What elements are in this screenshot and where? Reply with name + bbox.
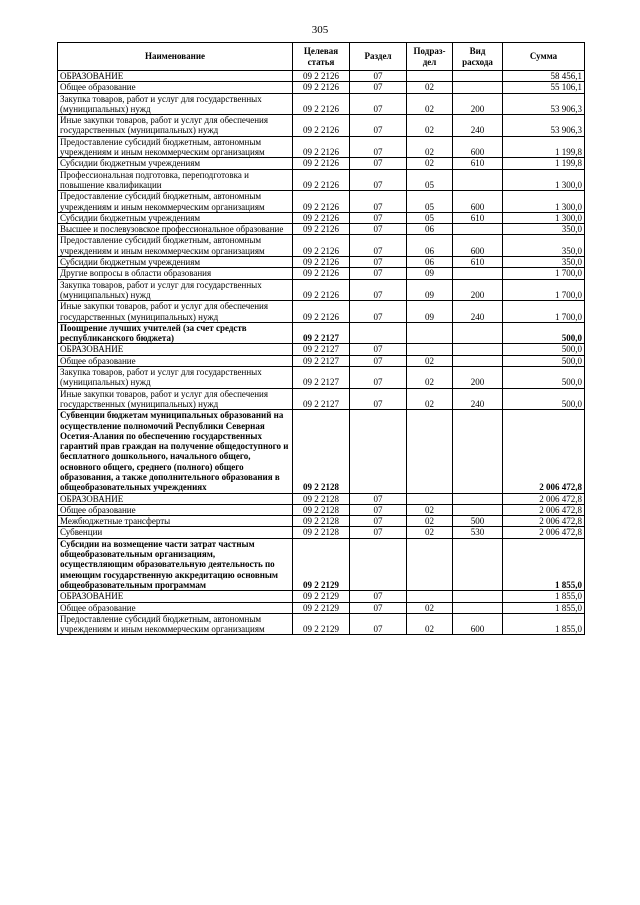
cell-code: 09 2 2126 (293, 279, 350, 301)
cell-name: Субсидии бюджетным учреждениям (58, 158, 293, 169)
header-section: Раздел (350, 43, 407, 71)
table-row (58, 538, 585, 590)
cell-name: Закупка товаров, работ и услуг для государственных (муниципальных) нужд (58, 279, 293, 301)
cell-code: 09 2 2126 (293, 301, 350, 323)
cell-expense-type (453, 344, 503, 355)
cell-name: Предоставление субсидий бюджетным, автономным учреждениям и иным некоммерческим организациям (58, 191, 293, 213)
cell-name: Общее образование (58, 355, 293, 366)
cell-section: 07 (350, 301, 407, 323)
cell-code: 09 2 2126 (293, 169, 350, 191)
cell-section: 07 (350, 355, 407, 366)
cell-subsection: 05 (407, 212, 453, 223)
cell-amount: 53 906,3 (503, 93, 585, 115)
cell-name: Иные закупки товаров, работ и услуг для обеспечения государственных (муниципальных) нужд (58, 115, 293, 137)
cell-subsection (407, 322, 453, 344)
cell-expense-type (453, 410, 503, 493)
cell-section: 07 (350, 367, 407, 389)
table-row (58, 191, 585, 213)
cell-subsection: 02 (407, 93, 453, 115)
cell-code: 09 2 2126 (293, 93, 350, 115)
cell-subsection: 05 (407, 191, 453, 213)
table-row (58, 268, 585, 279)
cell-expense-type: 600 (453, 613, 503, 635)
cell-code: 09 2 2126 (293, 71, 350, 82)
cell-section: 07 (350, 82, 407, 93)
cell-amount: 1 855,0 (503, 538, 585, 590)
cell-subsection: 02 (407, 504, 453, 515)
cell-subsection: 02 (407, 602, 453, 613)
cell-code: 09 2 2127 (293, 344, 350, 355)
header-expense-type: Вид расхода (453, 43, 503, 71)
cell-subsection: 02 (407, 158, 453, 169)
cell-amount: 500,0 (503, 355, 585, 366)
cell-expense-type (453, 169, 503, 191)
cell-name: Предоставление субсидий бюджетным, автономным учреждениям и иным некоммерческим организациям (58, 136, 293, 158)
cell-code: 09 2 2126 (293, 191, 350, 213)
cell-code: 09 2 2126 (293, 136, 350, 158)
cell-expense-type: 610 (453, 257, 503, 268)
header-subsection: Подраз- дел (407, 43, 453, 71)
page-number: 305 (311, 24, 329, 36)
cell-expense-type: 240 (453, 388, 503, 410)
cell-name: Другие вопросы в области образования (58, 268, 293, 279)
cell-name: ОБРАЗОВАНИЕ (58, 344, 293, 355)
budget-table (57, 42, 585, 635)
table-row (58, 301, 585, 323)
cell-amount: 2 006 472,8 (503, 527, 585, 538)
cell-expense-type (453, 224, 503, 235)
table-row (58, 355, 585, 366)
table-row (58, 516, 585, 527)
cell-name: Общее образование (58, 82, 293, 93)
cell-subsection: 02 (407, 388, 453, 410)
table-row (58, 527, 585, 538)
cell-code: 09 2 2129 (293, 538, 350, 590)
cell-section: 07 (350, 602, 407, 613)
cell-amount: 1 700,0 (503, 268, 585, 279)
cell-subsection: 09 (407, 279, 453, 301)
table-row (58, 602, 585, 613)
table-row (58, 136, 585, 158)
cell-section: 07 (350, 268, 407, 279)
cell-expense-type (453, 322, 503, 344)
cell-name: Субвенции бюджетам муниципальных образований на осуществление полномочий Республики Северная Осетия-Алания по обеспечению государственных гарантий прав граждан на получение общедоступного и бесплатного дошкольного, начального общего, основного общего, среднего (полного) общего образования, а также дополнительного образования в общеобразовательных учреждениях (58, 410, 293, 493)
cell-expense-type: 600 (453, 235, 503, 257)
cell-code: 09 2 2126 (293, 82, 350, 93)
table-row (58, 224, 585, 235)
cell-section: 07 (350, 191, 407, 213)
cell-subsection (407, 71, 453, 82)
table-row (58, 169, 585, 191)
cell-section: 07 (350, 71, 407, 82)
cell-code: 09 2 2127 (293, 355, 350, 366)
table-row (58, 493, 585, 504)
cell-section: 07 (350, 136, 407, 158)
cell-name: Межбюджетные трансферты (58, 516, 293, 527)
cell-expense-type (453, 82, 503, 93)
cell-subsection: 09 (407, 268, 453, 279)
table-row (58, 322, 585, 344)
cell-subsection: 06 (407, 224, 453, 235)
cell-code: 09 2 2129 (293, 602, 350, 613)
cell-code: 09 2 2127 (293, 322, 350, 344)
cell-amount: 2 006 472,8 (503, 516, 585, 527)
cell-amount: 500,0 (503, 388, 585, 410)
cell-code: 09 2 2126 (293, 268, 350, 279)
cell-code: 09 2 2126 (293, 212, 350, 223)
cell-name: Субсидии на возмещение части затрат частным общеобразовательным организациям, осуществляющим образовательную деятельность по имеющим государственную аккредитацию основным общеобразовательным программам (58, 538, 293, 590)
cell-section: 07 (350, 279, 407, 301)
cell-name: Предоставление субсидий бюджетным, автономным учреждениям и иным некоммерческим организациям (58, 235, 293, 257)
cell-section: 07 (350, 235, 407, 257)
cell-name: Иные закупки товаров, работ и услуг для обеспечения государственных (муниципальных) нужд (58, 388, 293, 410)
cell-section (350, 322, 407, 344)
table-row (58, 388, 585, 410)
cell-section: 07 (350, 93, 407, 115)
cell-name: Предоставление субсидий бюджетным, автономным учреждениям и иным некоммерческим организациям (58, 613, 293, 635)
table-row (58, 158, 585, 169)
cell-expense-type: 200 (453, 93, 503, 115)
cell-expense-type (453, 538, 503, 590)
cell-name: ОБРАЗОВАНИЕ (58, 493, 293, 504)
cell-subsection (407, 591, 453, 602)
cell-name: Высшее и послевузовское профессиональное образование (58, 224, 293, 235)
cell-subsection: 02 (407, 527, 453, 538)
cell-amount: 1 700,0 (503, 279, 585, 301)
cell-section: 07 (350, 158, 407, 169)
cell-name: Закупка товаров, работ и услуг для государственных (муниципальных) нужд (58, 367, 293, 389)
cell-subsection: 06 (407, 257, 453, 268)
cell-amount: 350,0 (503, 257, 585, 268)
cell-section: 07 (350, 115, 407, 137)
cell-subsection: 02 (407, 516, 453, 527)
cell-subsection: 02 (407, 367, 453, 389)
cell-amount: 53 906,3 (503, 115, 585, 137)
table-row (58, 279, 585, 301)
table-row (58, 591, 585, 602)
cell-name: Субвенции (58, 527, 293, 538)
cell-expense-type: 240 (453, 115, 503, 137)
cell-subsection: 02 (407, 136, 453, 158)
cell-amount: 1 855,0 (503, 613, 585, 635)
cell-subsection (407, 493, 453, 504)
cell-code: 09 2 2128 (293, 493, 350, 504)
table-row (58, 71, 585, 82)
cell-name: Профессиональная подготовка, переподготовка и повышение квалификации (58, 169, 293, 191)
cell-amount: 2 006 472,8 (503, 493, 585, 504)
cell-code: 09 2 2126 (293, 158, 350, 169)
table-row (58, 504, 585, 515)
cell-subsection: 05 (407, 169, 453, 191)
cell-amount: 1 855,0 (503, 602, 585, 613)
cell-subsection (407, 410, 453, 493)
cell-code: 09 2 2126 (293, 235, 350, 257)
cell-expense-type: 200 (453, 367, 503, 389)
cell-name: ОБРАЗОВАНИЕ (58, 591, 293, 602)
cell-amount: 1 300,0 (503, 169, 585, 191)
cell-section: 07 (350, 516, 407, 527)
cell-code: 09 2 2129 (293, 591, 350, 602)
cell-code: 09 2 2128 (293, 410, 350, 493)
cell-expense-type: 600 (453, 136, 503, 158)
cell-amount: 1 700,0 (503, 301, 585, 323)
cell-section (350, 410, 407, 493)
cell-subsection: 06 (407, 235, 453, 257)
table-row (58, 344, 585, 355)
cell-name: Субсидии бюджетным учреждениям (58, 257, 293, 268)
table-row (58, 367, 585, 389)
cell-amount: 350,0 (503, 224, 585, 235)
cell-expense-type: 610 (453, 158, 503, 169)
cell-subsection: 02 (407, 355, 453, 366)
cell-section: 07 (350, 169, 407, 191)
cell-section: 07 (350, 224, 407, 235)
cell-section: 07 (350, 527, 407, 538)
cell-section: 07 (350, 212, 407, 223)
cell-section: 07 (350, 493, 407, 504)
cell-amount: 1 199,8 (503, 136, 585, 158)
cell-expense-type (453, 602, 503, 613)
cell-name: Поощрение лучших учителей (за счет средств республиканского бюджета) (58, 322, 293, 344)
table-row (58, 613, 585, 635)
cell-expense-type: 530 (453, 527, 503, 538)
cell-expense-type (453, 355, 503, 366)
cell-code: 09 2 2128 (293, 504, 350, 515)
cell-subsection: 09 (407, 301, 453, 323)
cell-amount: 2 006 472,8 (503, 504, 585, 515)
table-row (58, 82, 585, 93)
cell-expense-type (453, 504, 503, 515)
cell-expense-type: 600 (453, 191, 503, 213)
cell-name: ОБРАЗОВАНИЕ (58, 71, 293, 82)
cell-code: 09 2 2128 (293, 527, 350, 538)
cell-amount: 350,0 (503, 235, 585, 257)
cell-subsection (407, 538, 453, 590)
header-name: Наименование (58, 43, 293, 71)
cell-expense-type: 610 (453, 212, 503, 223)
cell-expense-type (453, 268, 503, 279)
cell-section: 07 (350, 504, 407, 515)
cell-code: 09 2 2126 (293, 115, 350, 137)
cell-amount: 500,0 (503, 322, 585, 344)
cell-amount: 1 855,0 (503, 591, 585, 602)
table-row (58, 257, 585, 268)
cell-subsection: 02 (407, 82, 453, 93)
cell-amount: 500,0 (503, 344, 585, 355)
cell-code: 09 2 2126 (293, 257, 350, 268)
cell-section (350, 538, 407, 590)
cell-amount: 55 106,1 (503, 82, 585, 93)
table-header-row (58, 43, 585, 71)
cell-expense-type: 500 (453, 516, 503, 527)
cell-code: 09 2 2127 (293, 388, 350, 410)
cell-subsection: 02 (407, 613, 453, 635)
table-row (58, 235, 585, 257)
cell-name: Иные закупки товаров, работ и услуг для обеспечения государственных (муниципальных) нужд (58, 301, 293, 323)
cell-section: 07 (350, 613, 407, 635)
cell-section: 07 (350, 257, 407, 268)
cell-expense-type: 240 (453, 301, 503, 323)
table-row (58, 115, 585, 137)
cell-amount: 500,0 (503, 367, 585, 389)
cell-section: 07 (350, 344, 407, 355)
cell-name: Субсидии бюджетным учреждениям (58, 212, 293, 223)
cell-code: 09 2 2129 (293, 613, 350, 635)
cell-expense-type: 200 (453, 279, 503, 301)
table-row (58, 212, 585, 223)
cell-expense-type (453, 493, 503, 504)
cell-name: Общее образование (58, 504, 293, 515)
cell-section: 07 (350, 591, 407, 602)
table-row (58, 93, 585, 115)
cell-amount: 58 456,1 (503, 71, 585, 82)
header-amount: Сумма (503, 43, 585, 71)
cell-expense-type (453, 591, 503, 602)
header-code: Целевая статья (293, 43, 350, 71)
cell-amount: 1 300,0 (503, 191, 585, 213)
cell-name: Общее образование (58, 602, 293, 613)
cell-subsection (407, 344, 453, 355)
cell-amount: 1 199,8 (503, 158, 585, 169)
cell-name: Закупка товаров, работ и услуг для государственных (муниципальных) нужд (58, 93, 293, 115)
cell-section: 07 (350, 388, 407, 410)
table-row (58, 410, 585, 493)
cell-code: 09 2 2128 (293, 516, 350, 527)
cell-amount: 2 006 472,8 (503, 410, 585, 493)
cell-expense-type (453, 71, 503, 82)
cell-subsection: 02 (407, 115, 453, 137)
cell-amount: 1 300,0 (503, 212, 585, 223)
cell-code: 09 2 2127 (293, 367, 350, 389)
cell-code: 09 2 2126 (293, 224, 350, 235)
